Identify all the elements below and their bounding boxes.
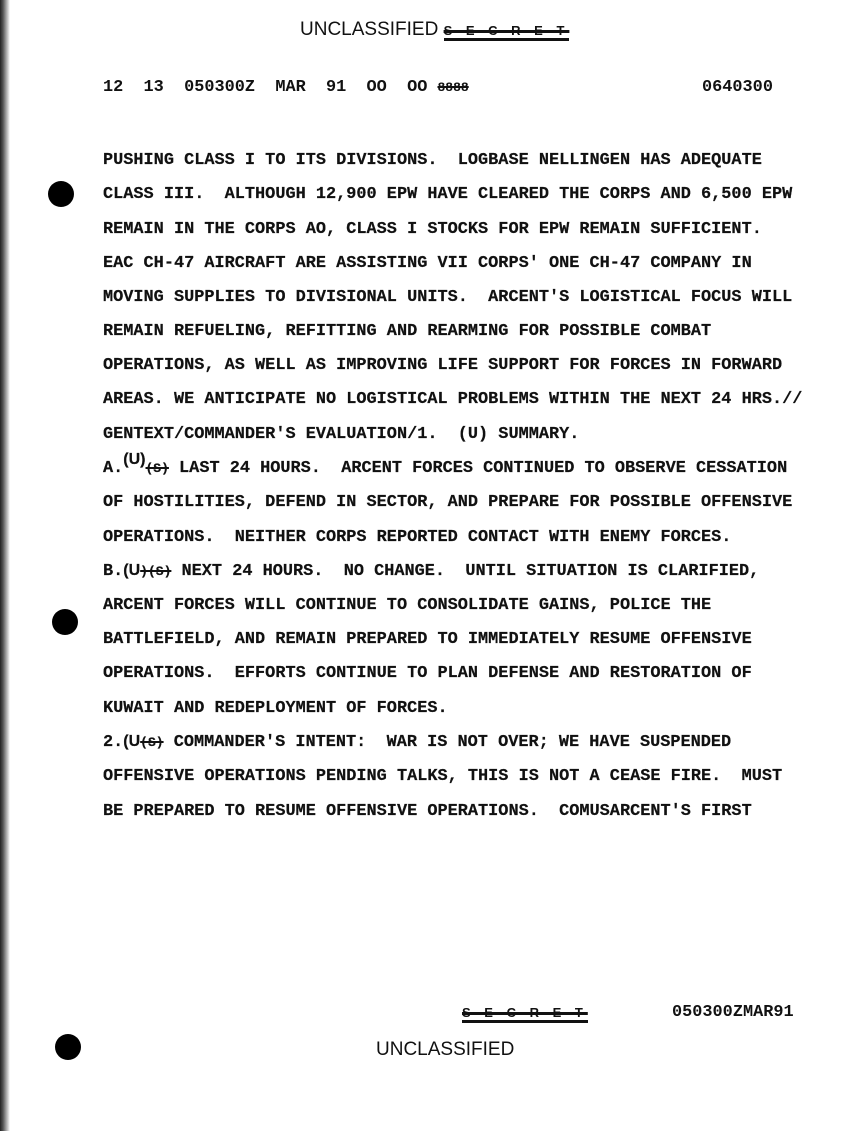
text-line: OPERATIONS. EFFORTS CONTINUE TO PLAN DEFENSE AND RESTORATION OF xyxy=(103,664,752,683)
text-line: OPERATIONS, AS WELL AS IMPROVING LIFE SUPPORT FOR FORCES IN FORWARD xyxy=(103,356,783,375)
text-line: OFFENSIVE OPERATIONS PENDING TALKS, THIS IS NOT A CEASE FIRE. MUST xyxy=(103,767,783,786)
text-line: REMAIN REFUELING, REFITTING AND REARMING FOR POSSIBLE COMBAT xyxy=(103,322,712,341)
classification-label: UNCLASSIFIED xyxy=(300,19,439,40)
footer-dtg: 050300ZMAR91 xyxy=(672,1003,794,1022)
text-line: BATTLEFIELD, AND REMAIN PREPARED TO IMMEDIATELY RESUME OFFENSIVE xyxy=(103,630,752,649)
paragraph-para_a xyxy=(103,451,788,478)
text-line: EAC CH-47 AIRCRAFT ARE ASSISTING VII CORPS' ONE CH-47 COMPANY IN xyxy=(103,254,752,273)
classification-marking: (U) xyxy=(123,451,146,468)
struck-classification: S E C R E T xyxy=(462,1005,588,1023)
header-fields: 12 13 050300Z MAR 91 OO OO xyxy=(103,78,428,97)
paragraph-para_b xyxy=(103,562,759,581)
punch-hole xyxy=(52,609,78,635)
text-line: CLASS III. ALTHOUGH 12,900 EPW HAVE CLEARED THE CORPS AND 6,500 EPW xyxy=(103,185,793,204)
paragraph-number: B. xyxy=(103,562,124,581)
text-line: PUSHING CLASS I TO ITS DIVISIONS. LOGBASE NELLINGEN HAS ADEQUATE xyxy=(103,151,762,170)
text-line: OF HOSTILITIES, DEFEND IN SECTOR, AND PREPARE FOR POSSIBLE OFFENSIVE xyxy=(103,493,793,512)
footer-struck xyxy=(462,1001,588,1023)
struck-marking: (S) xyxy=(140,735,164,750)
text-line: OPERATIONS. NEITHER CORPS REPORTED CONTACT WITH ENEMY FORCES. xyxy=(103,528,732,547)
punch-hole xyxy=(48,181,74,207)
classification-marking: (U xyxy=(123,562,141,579)
paragraph-text: LAST 24 HOURS. ARCENT FORCES CONTINUED TO OBSERVE CESSATION xyxy=(168,459,788,478)
paragraph-number: 2. xyxy=(103,733,124,752)
struck-field: 8888 xyxy=(437,80,469,95)
paragraph-text: NEXT 24 HOURS. NO CHANGE. UNTIL SITUATION IS CLARIFIED, xyxy=(171,562,760,581)
text-line: ARCENT FORCES WILL CONTINUE TO CONSOLIDATE GAINS, POLICE THE xyxy=(103,596,712,615)
punch-hole xyxy=(55,1034,81,1060)
classification-marking: (U xyxy=(123,733,141,750)
scan-edge xyxy=(0,0,10,1131)
message-number: 0640300 xyxy=(702,78,773,97)
text-line: MOVING SUPPLIES TO DIVISIONAL UNITS. ARCENT'S LOGISTICAL FOCUS WILL xyxy=(103,288,793,307)
top-classification xyxy=(300,19,569,41)
text-line: GENTEXT/COMMANDER'S EVALUATION/1. (U) SUMMARY. xyxy=(103,425,580,444)
struck-marking: (S) xyxy=(145,461,169,476)
text-line: AREAS. WE ANTICIPATE NO LOGISTICAL PROBLEMS WITHIN THE NEXT 24 HRS.// xyxy=(103,390,803,409)
struck-marking: )(S) xyxy=(140,564,172,579)
paragraph-number: A. xyxy=(103,459,124,478)
paragraph-text: COMMANDER'S INTENT: WAR IS NOT OVER; WE HAVE SUSPENDED xyxy=(163,733,732,752)
text-line: BE PREPARED TO RESUME OFFENSIVE OPERATIONS. COMUSARCENT'S FIRST xyxy=(103,802,752,821)
bottom-classification: UNCLASSIFIED xyxy=(376,1039,515,1060)
struck-classification: S E C R E T xyxy=(444,23,570,41)
message-header xyxy=(103,78,469,97)
paragraph-para_2 xyxy=(103,733,731,752)
text-line: REMAIN IN THE CORPS AO, CLASS I STOCKS FOR EPW REMAIN SUFFICIENT. xyxy=(103,220,762,239)
text-line: KUWAIT AND REDEPLOYMENT OF FORCES. xyxy=(103,699,448,718)
